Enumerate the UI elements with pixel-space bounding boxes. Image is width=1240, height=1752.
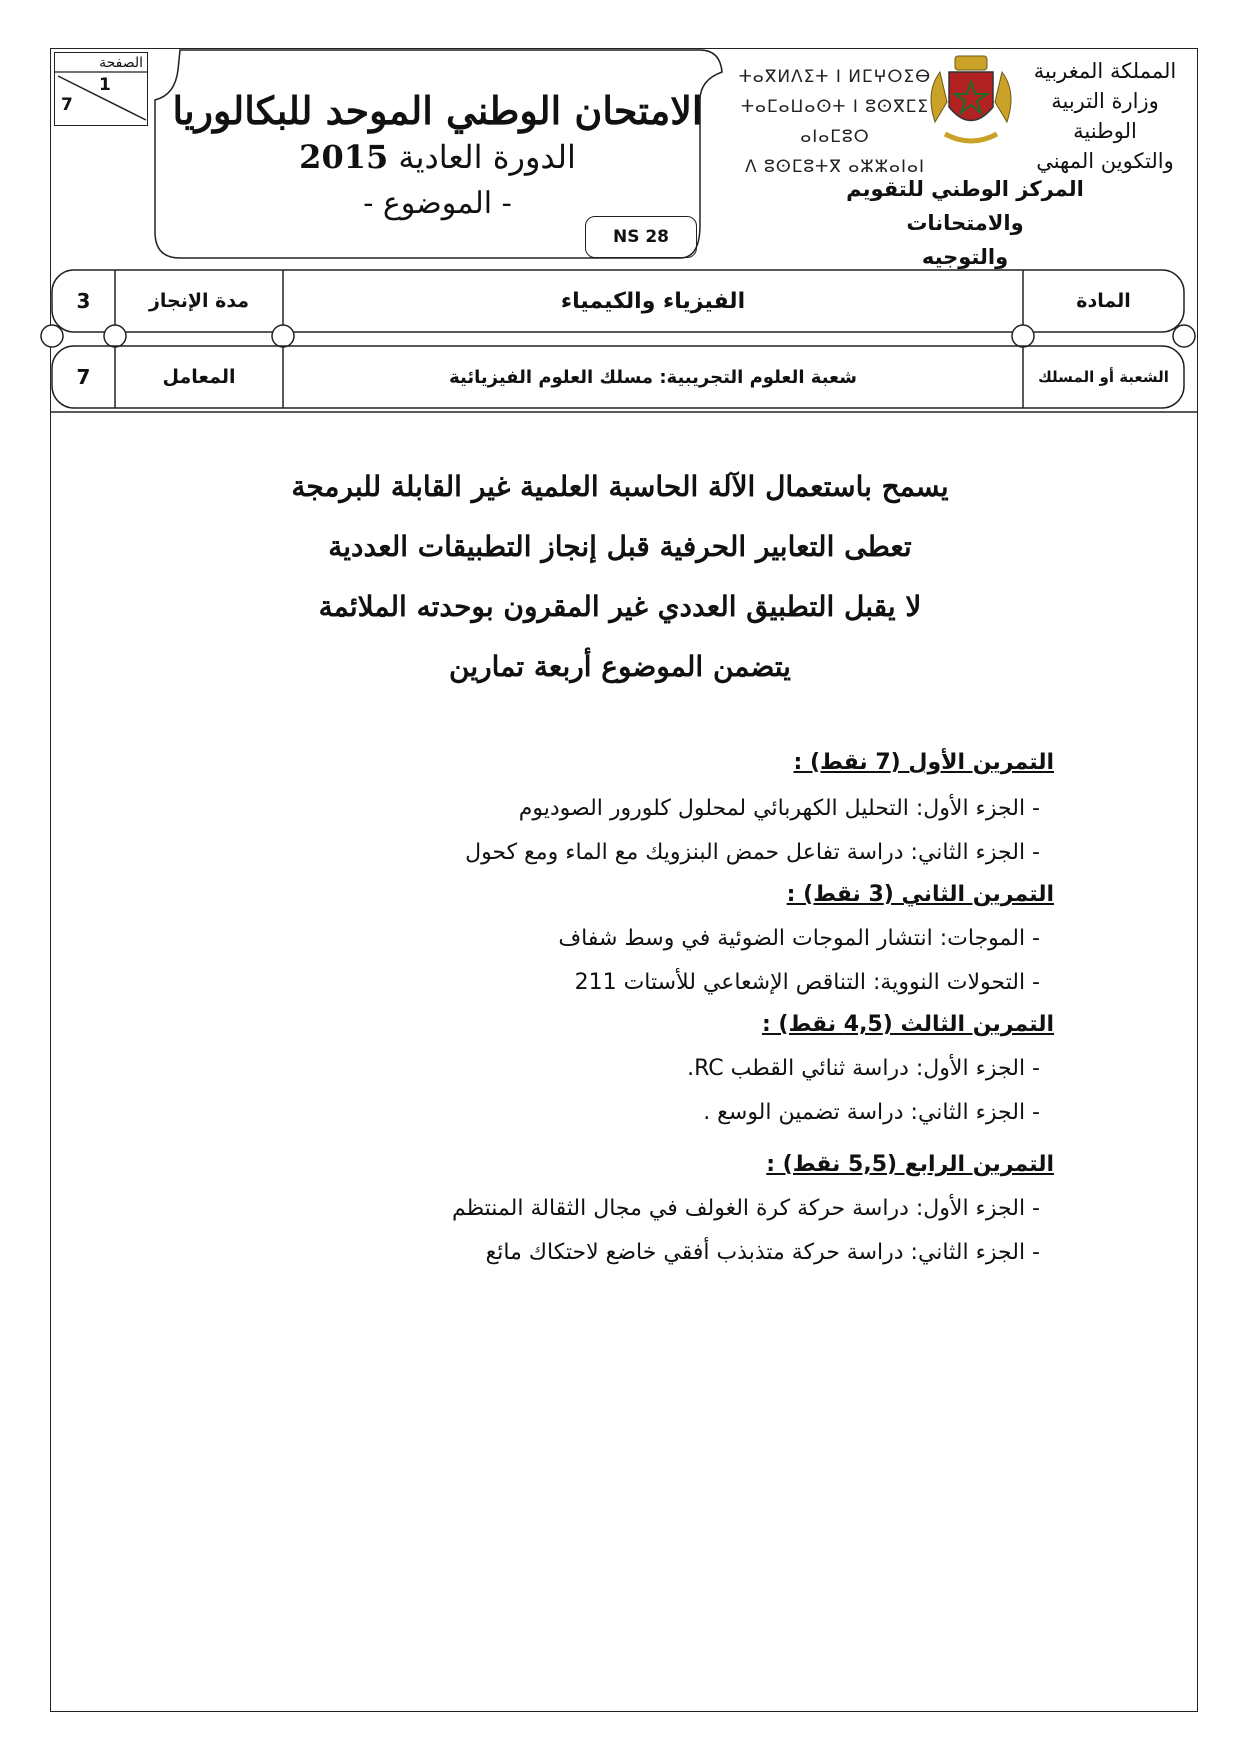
duration-label: مدة الإنجاز: [148, 290, 250, 312]
center-line: والتوجيه: [921, 245, 1009, 269]
tifinagh-line: ⵜⴰⵎⴰⵡⴰⵙⵜ ⵏ ⵓⵙⴳⵎⵉ ⴰⵏⴰⵎⵓⵔ: [740, 97, 930, 147]
exercise-item: - التحولات النووية: التناقص الإشعاعي للأستات 211: [574, 970, 1040, 995]
subject-label: المادة: [1076, 290, 1131, 312]
exam-code: NS 28: [585, 216, 697, 258]
coefficient-value: 7: [76, 365, 91, 389]
coat-of-arms-icon: [925, 52, 1017, 152]
center-line: المركز الوطني للتقويم والامتحانات: [846, 177, 1084, 235]
instruction-line: لا يقبل التطبيق العددي غير المقرون بوحدته الملائمة: [318, 590, 922, 623]
session-year: 2015: [299, 138, 389, 176]
coefficient-label: المعامل: [162, 366, 236, 388]
exercise-item: - الجزء الثاني: دراسة تفاعل حمض البنزويك مع الماء ومع كحول: [465, 840, 1040, 865]
tifinagh-ministry: [735, 62, 935, 182]
exercise-item: - الجزء الثاني: دراسة حركة متذبذب أفقي خاضع لاحتكاك مائع: [485, 1240, 1040, 1265]
evaluation-center-name: [800, 172, 1130, 274]
page-total: 7: [61, 95, 73, 115]
subject-value: الفيزياء والكيمياء: [560, 288, 746, 314]
exercise-title: التمرين الأول (7 نقط) :: [793, 750, 1054, 775]
tifinagh-line: ⴷ ⵓⵙⵎⵓⵜⴳ ⴰⵣⵣⴰⵏⴰⵏ: [744, 157, 926, 177]
exercise-item: - الجزء الأول: التحليل الكهربائي لمحلول كلورور الصوديوم: [518, 796, 1040, 821]
instruction-line: يتضمن الموضوع أربعة تمارين: [449, 650, 791, 683]
branch-value: شعبة العلوم التجريبية: مسلك العلوم الفيزيائية: [449, 366, 857, 388]
branch-label: الشعبة أو المسلك: [1038, 368, 1169, 386]
exercise-item: - الجزء الأول: دراسة ثنائي القطب RC.: [687, 1056, 1040, 1081]
subject-caption: - الموضوع -: [363, 186, 512, 221]
exercise-item: - الجزء الثاني: دراسة تضمين الوسع .: [703, 1100, 1040, 1125]
page-counter: [54, 52, 148, 126]
exercise-title: التمرين الثالث (4,5 نقط) :: [761, 1012, 1054, 1037]
exercise-title: التمرين الرابع (5,5 نقط) :: [766, 1152, 1054, 1177]
ministry-name: [1020, 56, 1190, 176]
exercise-item: - الموجات: انتشار الموجات الضوئية في وسط شفاف: [558, 926, 1040, 951]
exam-title: الامتحان الوطني الموحد للبكالوريا: [172, 88, 703, 133]
duration-value: 3: [76, 289, 91, 313]
exercise-title: التمرين الثاني (3 نقط) :: [786, 882, 1054, 907]
exercise-item: - الجزء الأول: دراسة حركة كرة الغولف في مجال الثقالة المنتظم: [451, 1196, 1040, 1221]
session-text: الدورة العادية: [398, 138, 576, 176]
page-label: الصفحة: [99, 55, 143, 71]
exam-session: [150, 138, 725, 176]
ministry-line: المملكة المغربية: [1033, 59, 1177, 83]
tifinagh-line: ⵜⴰⴳⵍⴷⵉⵜ ⵏ ⵍⵎⵖⵔⵉⴱ: [738, 67, 932, 87]
page-current: 1: [99, 75, 111, 95]
ministry-line: والتكوين المهني: [1036, 149, 1174, 173]
instruction-line: يسمح باستعمال الآلة الحاسبة العلمية غير القابلة للبرمجة: [291, 470, 949, 503]
ministry-line: وزارة التربية الوطنية: [1051, 89, 1159, 143]
instruction-line: تعطى التعابير الحرفية قبل إنجاز التطبيقات العددية: [328, 530, 912, 563]
